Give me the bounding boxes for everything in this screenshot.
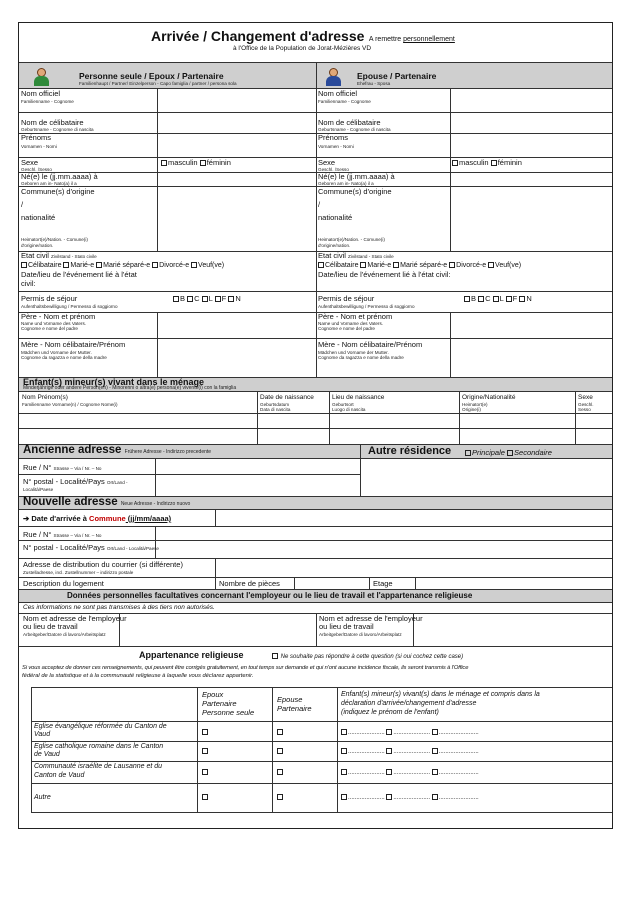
p2-permis-label: Permis de séjour — [318, 294, 375, 303]
arrow-right-icon: ➔ — [23, 514, 30, 523]
p1-permis-sub: Aufenthaltsbewilligung / Permesso di soggiorno — [21, 304, 118, 309]
p1-nom-label: Nom officiel — [21, 89, 61, 98]
children-col-pob: Lieu de naissance — [332, 394, 385, 401]
children-col-dob: Date de naissance — [260, 394, 314, 401]
checkbox-icon — [432, 794, 438, 800]
checkbox-icon — [341, 729, 347, 735]
checkbox-icon — [63, 262, 69, 268]
rel-col-epouse-1: Epouse — [277, 695, 303, 704]
rel-row-catholique-1: Eglise catholique romaine dans le Canton — [34, 743, 164, 750]
p2-pere-sub1: Name und Vorname des Vaters. — [318, 321, 384, 326]
checkbox-icon — [152, 262, 158, 268]
checkbox-icon — [360, 262, 366, 268]
person-avatar-icon — [34, 68, 49, 86]
children-col-dob-sub2: Data di nascita — [260, 407, 291, 412]
checkbox-icon[interactable] — [277, 794, 283, 800]
checkbox-icon — [215, 296, 221, 302]
new-rue-label: Rue / N° Strasse – Via / Nr. – No — [23, 530, 102, 539]
title-note: A remettre — [368, 36, 404, 43]
p1-sexe-sub: Geschl. /Sesso — [21, 167, 52, 172]
p2-sexe-sub: Geschl. /Sesso — [318, 167, 349, 172]
children-title: Enfant(s) mineur(s) vivant dans le ménage — [23, 377, 205, 387]
checkbox-icon — [386, 748, 392, 754]
other-residence-title: Autre résidence — [368, 445, 452, 457]
old-address-title: Ancienne adresse Frühere Adresse - Indirizzo precedente — [23, 444, 212, 456]
p1-civil-label: civil: — [21, 279, 36, 288]
rel-col-epoux-3: Personne seule — [202, 708, 255, 717]
p2-date-ev-label: Date/lieu de l'événement lié à l'état civil: — [318, 270, 451, 279]
checkbox-icon[interactable] — [202, 748, 208, 754]
checkbox-icon — [341, 794, 347, 800]
children-col-sex-sub1: Geschl. — [578, 402, 594, 407]
children-col-name: Nom Prénom(s) — [22, 394, 68, 401]
p2-permis-sub: Aufenthaltsbewilligung / Permesso di soggiorno — [318, 304, 415, 309]
p1-comm-label: Commune(s) d'origine — [21, 187, 95, 196]
rel-col-enfants-3: (indiquez le prénom de l'enfant) — [341, 709, 439, 716]
p1-mere-sub2: Cognome da ragazza e nome della madre — [21, 355, 107, 360]
checkbox-icon — [191, 262, 197, 268]
employer-sub: Arbeitgeber/Datore di lavoro/Arbeitsplatz — [23, 632, 106, 637]
p2-pere-label: Père - Nom et prénom — [318, 312, 393, 321]
p2-etat-label: Etat civil Zivilstand - Stato civile — [318, 251, 394, 260]
p2-prenoms-label: Prénoms — [318, 133, 349, 142]
form-subtitle: à l'Office de la Population de Jorat-Mézières VD — [233, 45, 372, 52]
p1-heimat-sub: Heimatort(e)/Nation. - Comune(i) — [21, 237, 88, 242]
children-col-sex: Sexe — [578, 394, 593, 401]
p2-sexe-options[interactable]: masculin féminin — [452, 159, 522, 167]
p1-celib-input[interactable] — [159, 113, 315, 133]
p1-prenoms-sub: Vornamen - Nomi — [21, 144, 57, 149]
title-note-underlined: personnellement — [403, 36, 455, 43]
checkbox-icon — [491, 160, 497, 166]
checkbox-icon[interactable] — [202, 794, 208, 800]
distrib-sub: Zustelladresse, incl. Zustellnummer – indirizzo postale — [23, 570, 134, 575]
p2-mere-sub2: Cognome da ragazza e nome della madre — [318, 355, 404, 360]
p1-prenoms-label: Prénoms — [21, 133, 52, 142]
checkbox-icon — [452, 160, 458, 166]
p2-sexe-label: Sexe — [318, 158, 336, 167]
p1-title: Personne seule / Epoux / Partenaire — [79, 71, 224, 81]
rel-row-israelite-1: Communauté israélite de Lausanne et du — [34, 763, 163, 770]
p2-pere-sub2: Cognome e nome del padre — [318, 326, 375, 331]
children-col-pob-sub2: Luogo di nascita — [332, 407, 366, 412]
etage-label: Etage — [373, 579, 393, 588]
old-npa-sub: Località/Paese — [23, 487, 54, 492]
p2-sub: Ehefrau - Sposa — [357, 81, 391, 86]
rel-row-catholique-2: de Vaud — [34, 751, 60, 758]
rel-col-epoux-2: Partenaire — [202, 699, 237, 708]
p1-prenoms-input[interactable] — [159, 134, 315, 157]
children-col-dob-sub1: Geburtsdatum — [260, 402, 290, 407]
checkbox-icon[interactable] — [200, 160, 206, 166]
rel-child-row-4[interactable]: ...................... ...................... ........................ — [341, 794, 479, 802]
p2-nom-sub: Familienname - Cognome — [318, 99, 371, 104]
checkbox-icon — [432, 769, 438, 775]
rel-col-epouse-2: Partenaire — [277, 704, 312, 713]
p2-nom-label: Nom officiel — [318, 89, 358, 98]
checkbox-icon[interactable] — [202, 769, 208, 775]
checkbox-icon — [432, 729, 438, 735]
employer-label-b-2: ou lieu de travail — [319, 622, 374, 631]
rel-col-enfants-2: déclaration d'arrivée/changement d'adresse — [341, 700, 477, 707]
checkbox-icon[interactable] — [277, 769, 283, 775]
p1-slash: / — [21, 200, 24, 209]
pieces-label: Nombre de pièces — [219, 579, 280, 588]
children-col-sex-sub2: Sesso — [578, 407, 591, 412]
checkbox-icon[interactable] — [161, 160, 167, 166]
p1-pere-sub1: Name und Vorname des Vaters. — [21, 321, 87, 326]
rel-child-row-2[interactable]: ...................... ...................... ........................ — [341, 748, 479, 756]
children-sub: Minderjährige oder andere Person(en) - Minorenni o altra(e) persona(e) vivente(i) con la famiglia — [23, 385, 237, 391]
new-npa-label: N° postal - Localité/Pays Ort/Land - Località/Paese — [23, 543, 159, 552]
p1-date-ev-label: Date/lieu de l'événement lié à l'état — [21, 270, 137, 279]
p1-etat-label: Etat civil Zivilstand - Stato civile — [21, 251, 97, 260]
p1-sexe-options[interactable]: masculin féminin — [161, 159, 231, 167]
checkbox-icon — [318, 262, 324, 268]
p2-etat-options[interactable]: Célibataire Marié-e Marié séparé-e Divorcé-e Veuf(ve) — [318, 262, 521, 270]
old-npa-label: N° postal - Localité/Pays Ort/Land - — [23, 477, 128, 486]
checkbox-icon — [341, 748, 347, 754]
p1-ne-sub: Geboren am in- Nato(a) il a — [21, 181, 77, 186]
checkbox-icon — [393, 262, 399, 268]
old-rue-label: Rue / N° Strasse – Via / Nr. – No — [23, 463, 102, 472]
checkbox-icon[interactable] — [202, 729, 208, 735]
p2-ne-sub: Geboren am in- Nato(a) il a — [318, 181, 374, 186]
optional-data-note: Ces informations ne sont pas transmises à des tiers non autorisés. — [23, 604, 215, 611]
p1-pere-label: Père - Nom et prénom — [21, 312, 96, 321]
checkbox-icon — [173, 296, 179, 302]
logement-label: Description du logement — [23, 579, 104, 588]
rel-col-epoux-1: Epoux — [202, 690, 224, 699]
p1-mere-sub1: Mädchen und Vorname der Mutter. — [21, 350, 92, 355]
checkbox-icon — [432, 748, 438, 754]
p1-etat-options[interactable]: Célibataire Marié-e Marié séparé-e Divorcé-e Veuf(ve) — [21, 262, 224, 270]
p2-celib-sub: Geburtsname - Cognome di nascita — [318, 127, 391, 132]
religion-no-answer[interactable]: Ne souhaite pas répondre à cette question (si oui cochez cette case) — [272, 653, 463, 661]
checkbox-icon — [507, 450, 513, 456]
p1-permis-label: Permis de séjour — [21, 294, 78, 303]
p2-title: Epouse / Partenaire — [357, 71, 437, 81]
p2-celib-label: Nom de célibataire — [318, 118, 381, 127]
p1-ne-label: Né(e) le (jj.mm.aaaa) à — [21, 172, 98, 181]
rel-row-reformee-1: Eglise évangélique réformée du Canton de — [34, 723, 167, 730]
form-title: Arrivée / Changement d'adresse — [151, 28, 365, 44]
checkbox-icon[interactable] — [277, 748, 283, 754]
checkbox-icon — [272, 653, 278, 659]
rel-row-israelite-2: Canton de Vaud — [34, 772, 85, 779]
p2-mere-label: Mère - Nom célibataire/Prénom — [318, 340, 423, 349]
checkbox-icon — [96, 262, 102, 268]
spouse-avatar-icon — [326, 68, 341, 86]
rel-child-row-1[interactable]: ...................... ...................... ........................ — [341, 729, 479, 737]
p2-comm-label: Commune(s) d'origine — [318, 187, 392, 196]
employer-sub-b: Arbeitgeber/Datore di lavoro/Arbeitsplatz — [319, 632, 402, 637]
p1-mere-label: Mère - Nom célibataire/Prénom — [21, 340, 126, 349]
religion-title: Appartenance religieuse — [139, 650, 244, 660]
p1-ne-input[interactable] — [159, 173, 315, 186]
checkbox-icon — [519, 296, 525, 302]
checkbox-icon — [506, 296, 512, 302]
rel-row-reformee-2: Vaud — [34, 731, 51, 738]
checkbox-icon[interactable] — [277, 729, 283, 735]
other-residence-options[interactable]: Principale Secondaire — [465, 449, 552, 457]
arrival-date-label: ➔ Date d'arrivée à Commune (jj/mm/aaaa) — [23, 514, 172, 523]
checkbox-icon — [386, 729, 392, 735]
checkbox-icon — [386, 794, 392, 800]
p1-nat-label: nationalité — [21, 213, 56, 222]
employer-label: Nom et adresse de l'employeur — [23, 614, 127, 623]
p2-orig-sub: d'origine/nation. — [318, 243, 351, 248]
title-block — [19, 23, 614, 59]
religion-paragraph-2: fédéral de la statistique et à la communauté religieuse à laquelle vous déclarez appartenir. — [22, 673, 254, 679]
p1-permis-options[interactable]: B C L F N — [173, 295, 241, 303]
p1-celib-label: Nom de célibataire — [21, 118, 84, 127]
rel-col-enfants-1: Enfant(s) mineur(s) vivant(s) dans le ménage et compris dans la — [341, 691, 540, 698]
checkbox-icon — [187, 296, 193, 302]
p2-permis-options[interactable]: B C L F N — [464, 295, 532, 303]
checkbox-icon — [493, 296, 499, 302]
p2-heimat-sub: Heimatort(e)/Nation. - Comune(i) — [318, 237, 385, 242]
religion-paragraph-1: Si vous acceptez de donner ces renseignements, qui peuvent être corrigés gratuitement, en tout temps sur demande et qui n'ont aucune incidence fiscale, ils seront transmis à l'Office — [22, 665, 469, 671]
p1-sub: Familienhaupt / Partner/ Einzelperson - Capo famiglia / partner / persona sola — [79, 81, 237, 86]
checkbox-icon — [464, 296, 470, 302]
p2-nat-label: nationalité — [318, 213, 353, 222]
checkbox-icon — [341, 769, 347, 775]
employer-label-2: ou lieu de travail — [23, 622, 78, 631]
optional-data-title: Données personnelles facultatives concernant l'employeur ou le lieu de travail et l'appartenance religieuse — [67, 591, 473, 600]
checkbox-icon — [449, 262, 455, 268]
p1-nom-input[interactable] — [159, 89, 315, 112]
p1-orig-sub: d'origine/nation. — [21, 243, 54, 248]
checkbox-icon — [202, 296, 208, 302]
checkbox-icon — [386, 769, 392, 775]
p1-sexe-label: Sexe — [21, 158, 39, 167]
p2-prenoms-sub: Vornamen - Nomi — [318, 144, 354, 149]
rel-row-autre: Autre — [34, 794, 51, 801]
p1-nom-sub: Familienname - Cognome — [21, 99, 74, 104]
p1-pere-sub2: Cognome e nome del padre — [21, 326, 78, 331]
form-page — [18, 22, 613, 829]
checkbox-icon — [21, 262, 27, 268]
children-col-origin-sub2: Origine(i) — [462, 407, 481, 412]
rel-child-row-3[interactable]: ...................... ...................... ........................ — [341, 769, 479, 777]
children-col-name-sub: Familienname Vorname(n) / Cognome Nome(i) — [22, 402, 118, 407]
children-col-origin-sub1: Heimatort(e) — [462, 402, 488, 407]
checkbox-icon — [478, 296, 484, 302]
p2-mere-sub1: Mädchen und Vorname der Mutter. — [318, 350, 389, 355]
checkbox-icon — [228, 296, 234, 302]
p2-ne-label: Né(e) le (jj.mm.aaaa) à — [318, 172, 395, 181]
p1-celib-sub: Geburtsname - Cognome di nascita — [21, 127, 94, 132]
p2-slash: / — [318, 200, 321, 209]
checkbox-icon — [488, 262, 494, 268]
p1-comm-input[interactable] — [159, 187, 315, 251]
new-address-title: Nouvelle adresse Neue Adresse - Indirizzo nuovo — [23, 496, 191, 508]
distrib-label: Adresse de distribution du courrier (si différente) — [23, 560, 183, 569]
children-col-pob-sub1: Geburtsort — [332, 402, 354, 407]
employer-label-b: Nom et adresse de l'employeur — [319, 614, 423, 623]
children-col-origin: Origine/Nationalité — [462, 394, 516, 401]
checkbox-icon — [465, 450, 471, 456]
